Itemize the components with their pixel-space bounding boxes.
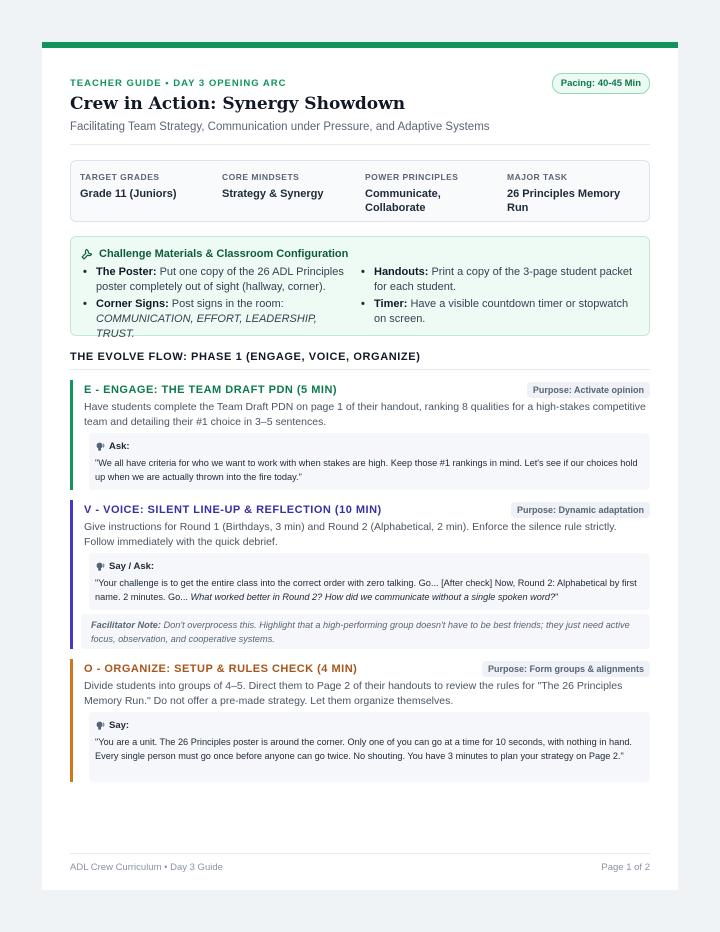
item-label: The Poster: xyxy=(96,266,157,278)
meta-label: TARGET GRADES xyxy=(80,172,160,182)
meta-target-grades xyxy=(80,172,210,201)
say-callout xyxy=(89,712,650,782)
item-text: Print a copy of the 3-page student packet for each student. xyxy=(374,266,633,293)
callout-text: "You are a unit. The 26 Principles poster is around the corner. Only one of you can go at a time for 10 seconds, with nothing in hand. Every single person must go once before anyone can go twice. No shouting. You have 3 minutes to plan your strategy on Page 2." xyxy=(95,737,632,761)
callout-label xyxy=(95,720,129,731)
phase-engage xyxy=(70,380,650,490)
guide-page xyxy=(42,42,678,890)
item-emphasis: COMMUNICATION, EFFORT, LEADERSHIP, TRUST. xyxy=(96,313,317,340)
callout-text: "We all have criteria for who we want to work with when stakes are high. Keep those #1 rankings in mind. Let's see if our choices hold up when we are actually thrown into the fire today." xyxy=(95,458,638,482)
callout-question: What worked better in Round 2? How did we communicate without a single spoken word? xyxy=(190,591,556,602)
phase-title: E - ENGAGE: THE TEAM DRAFT PDN (5 MIN) xyxy=(84,384,338,396)
callout-label-text: Say / Ask: xyxy=(109,561,155,572)
phase-title: O - ORGANIZE: SETUP & RULES CHECK (4 MIN) xyxy=(84,663,358,675)
materials-heading-text: Challenge Materials & Classroom Configuration xyxy=(99,248,349,260)
footer-divider xyxy=(70,853,650,854)
callout-quote-end: " xyxy=(555,591,559,602)
materials-list-right xyxy=(359,265,639,329)
callout-label xyxy=(95,561,154,572)
divider xyxy=(70,144,650,145)
item-label: Timer: xyxy=(374,298,408,310)
phase-text: Have students complete the Team Draft PDN on page 1 of their handout, ranking 8 qualities for a high-stakes competitive team and detailing their #1 choice in 3–5 sentences. xyxy=(84,401,646,428)
meta-value: 26 Principles Memory Run xyxy=(507,188,621,214)
meta-label: MAJOR TASK xyxy=(507,172,568,182)
meta-power-principles xyxy=(365,172,475,215)
item-text: Post signs in the room: xyxy=(168,298,284,310)
item-text: Have a visible countdown timer or stopwatch on screen. xyxy=(374,298,629,325)
item-label: Corner Signs: xyxy=(96,298,169,310)
callout-text xyxy=(95,577,642,604)
purpose-badge: Purpose: Activate opinion xyxy=(527,382,650,398)
materials-panel xyxy=(70,236,650,340)
callout-label-text: Ask: xyxy=(109,441,130,452)
list-item xyxy=(81,297,353,342)
list-item xyxy=(81,265,353,295)
phase-title: V - VOICE: SILENT LINE-UP & REFLECTION (10 MIN) xyxy=(84,504,382,516)
speaking-head-icon xyxy=(95,561,106,572)
callout-quote: "Your challenge is to get the entire class into the correct order with zero talking. Go... [After check] Now, Round 2: Alphabetical by first name. 2 minutes. Go... xyxy=(95,578,637,602)
flow-title: THE EVOLVE FLOW: PHASE 1 (ENGAGE, VOICE, ORGANIZE) xyxy=(70,351,421,363)
speaking-head-icon xyxy=(95,720,106,731)
pacing-badge: Pacing: 40-45 Min xyxy=(552,73,650,94)
meta-label: POWER PRINCIPLES xyxy=(365,172,459,182)
say-ask-callout xyxy=(89,553,650,610)
divider xyxy=(70,369,650,370)
phase-voice xyxy=(70,500,650,649)
materials-list-left xyxy=(81,265,353,344)
phase-text: Give instructions for Round 1 (Birthdays, 3 min) and Round 2 (Alphabetical, 2 min). Enforce the silence rule strictly. Follow immediately with the quick debrief. xyxy=(84,521,617,548)
page-number: Page 1 of 2 xyxy=(601,862,650,873)
list-item xyxy=(359,265,639,295)
callout-label xyxy=(95,441,130,452)
note-text xyxy=(91,619,642,646)
purpose-badge: Purpose: Form groups & alignments xyxy=(482,661,650,677)
item-text: Put one copy of the 26 ADL Principles poster completely out of sight (hallway, corner). xyxy=(96,266,344,293)
item-label: Handouts: xyxy=(374,266,429,278)
list-item xyxy=(359,297,639,327)
eyebrow: TEACHER GUIDE • DAY 3 OPENING ARC xyxy=(70,78,287,89)
purpose-badge: Purpose: Dynamic adaptation xyxy=(511,502,650,518)
meta-core-mindsets xyxy=(222,172,352,201)
ask-callout xyxy=(89,433,650,490)
callout-label-text: Say: xyxy=(109,720,130,731)
meta-label: CORE MINDSETS xyxy=(222,172,300,182)
footer-title: ADL Crew Curriculum • Day 3 Guide xyxy=(70,862,223,873)
meta-panel xyxy=(70,160,650,222)
meta-major-task xyxy=(507,172,632,215)
meta-value: Communicate, Collaborate xyxy=(365,188,441,214)
meta-value: Grade 11 (Juniors) xyxy=(80,188,177,200)
materials-heading xyxy=(81,248,348,260)
speaking-head-icon xyxy=(95,441,106,452)
phase-organize xyxy=(70,659,650,782)
page-title: Crew in Action: Synergy Showdown xyxy=(70,94,406,114)
note-body: Don't overprocess this. Highlight that a high-performing group doesn't have to be best friends; they just need active focus, observation, and cooperative systems. xyxy=(91,620,630,644)
phase-text: Divide students into groups of 4–5. Direct them to Page 2 of their handouts to review the rules for "The 26 Principles Memory Run." Do not offer a pre-made strategy. Let them organize themselves. xyxy=(84,680,623,707)
note-label: Facilitator Note: xyxy=(91,620,161,630)
meta-value: Strategy & Synergy xyxy=(222,188,324,200)
wrench-icon xyxy=(81,248,93,260)
page-subtitle: Facilitating Team Strategy, Communication under Pressure, and Adaptive Systems xyxy=(70,121,490,133)
facilitator-note xyxy=(81,614,650,649)
